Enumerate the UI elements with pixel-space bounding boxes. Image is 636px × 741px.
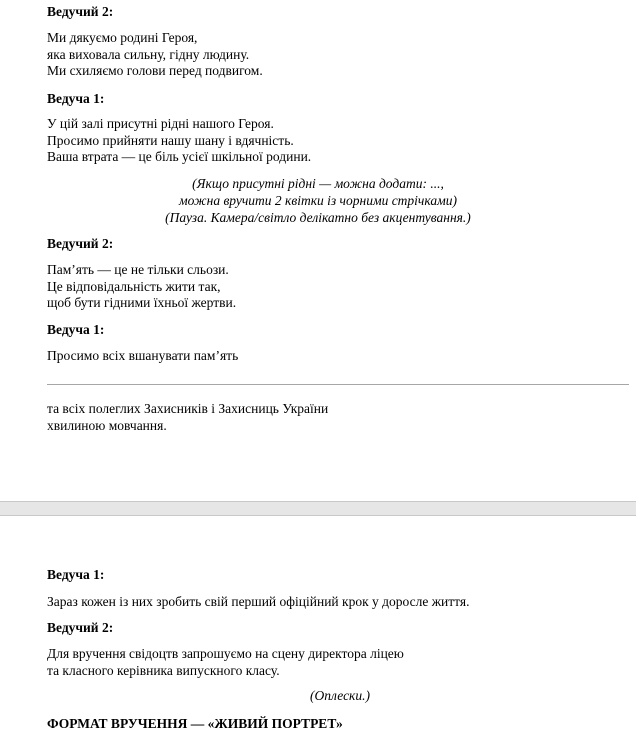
stage-direction-line: (Пауза. Камера/світло делікатно без акцентування.)	[165, 210, 471, 225]
stage-direction	[47, 175, 589, 226]
speech-block	[47, 348, 238, 365]
speaker-label: Ведучий 2:	[47, 236, 114, 251]
speech-block	[47, 262, 236, 312]
speech-block	[47, 30, 263, 80]
speech-line: та класного керівника випускного класу.	[47, 662, 280, 678]
speech-line: яка виховала сильну, гідну людину.	[47, 46, 250, 62]
speech-block	[47, 594, 469, 611]
speaker-label: Ведучий 2:	[47, 620, 114, 635]
speech-line: Пам’ять — це не тільки сльози.	[47, 262, 229, 277]
speech-line: Просимо прийняти нашу шану і вдячність.	[47, 132, 294, 148]
speaker-label: Ведуча 1:	[47, 91, 105, 106]
speech-line: Ми схиляємо голови перед подвигом.	[47, 63, 263, 78]
stage-direction-line: можна вручити 2 квітки із чорними стрічками)	[179, 193, 457, 208]
speech-line: Просимо всіх вшанувати пам’ять	[47, 348, 239, 363]
speech-line: Для вручення свідоцтв запрошуємо на сцену директора ліцею	[47, 646, 404, 661]
speech-line: Ми дякуємо родині Героя,	[47, 30, 198, 45]
speech-line: У цій залі присутні рідні нашого Героя.	[47, 116, 274, 131]
stage-direction: (Оплески.)	[310, 688, 370, 703]
speaker-label: Ведуча 1:	[47, 567, 105, 582]
speaker-label: Ведуча 1:	[47, 322, 105, 337]
stage-direction-line: (Якщо присутні рідні — можна додати: ...,	[192, 176, 444, 191]
page-break-gap	[0, 501, 636, 516]
speech-line: щоб бути гідними їхньої жертви.	[47, 295, 237, 310]
speech-line: Зараз кожен із них зробить свій перший офіційний крок у доросле життя.	[47, 594, 470, 609]
section-heading: ФОРМАТ ВРУЧЕННЯ — «ЖИВИЙ ПОРТРЕТ»	[47, 716, 343, 731]
horizontal-rule	[47, 384, 629, 385]
speech-block	[47, 116, 311, 166]
speech-line: Це відповідальність жити так,	[47, 278, 221, 294]
speech-block	[47, 401, 328, 434]
speaker-label: Ведучий 2:	[47, 4, 114, 19]
speech-line: хвилиною мовчання.	[47, 417, 167, 433]
document-page-2	[0, 516, 636, 741]
speech-block	[47, 646, 404, 679]
speech-line: Ваша втрата — це біль усієї шкільної родини.	[47, 149, 312, 164]
speech-line: та всіх полеглих Захисників і Захисниць України	[47, 401, 329, 416]
